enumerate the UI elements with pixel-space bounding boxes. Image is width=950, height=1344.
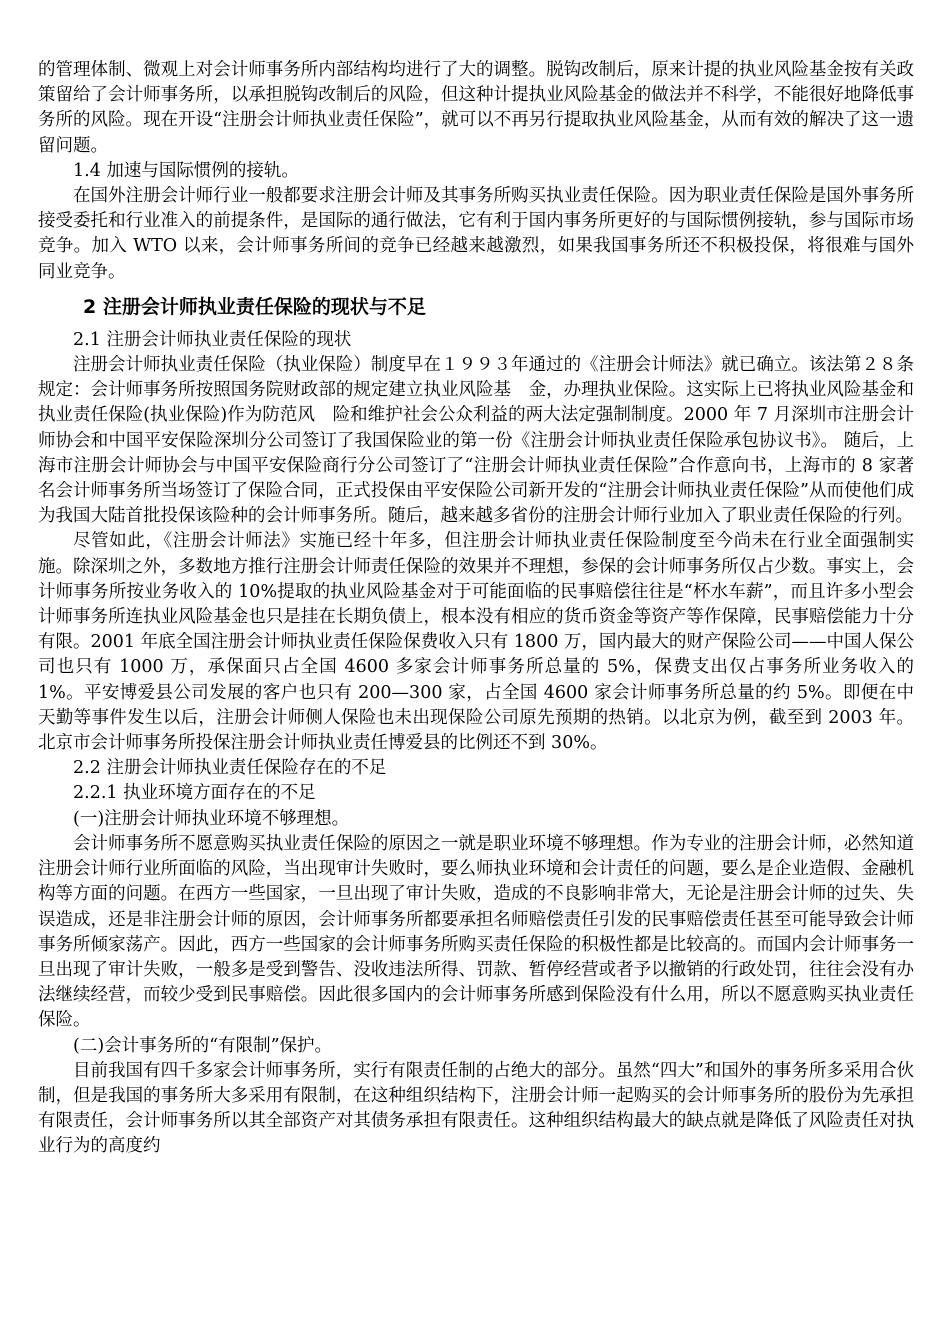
subheading-item-one: (一)注册会计师执业环境不够理想。 [73, 808, 350, 829]
paragraph-status-shortfall: 尽管如此，《注册会计师法》实施已经十年多，但注册会计师执业责任保险制度至今尚未在行业全面强制实施。除深圳之外，多数地方推行注册会计师责任保险的效果并不理想，参保的会计师事务所仅占少数。事实上，会计师事务所按业务收入的 10%提取的执业风险基金对于可能面临的民事赔偿往往是“杯水车薪”，而且许多小型会计师事务所连执业风险基金也只是挂在长期负债上，根本没有相应的货币资金等资产等作保障，民事赔偿能力十分有限。2001 年底全国注册会计师执业责任保险保费收入只有 1800 万，国内最大的财产保险公司——中国人保公司也只有 1000 万，承保面只占全国 4600 多家会计师事务所总量的 5%，保费支出仅占事务所业务收入的 1%。平安博爱县公司发展的客户也只有 200—300 家，占全国 4600 家会计师事务所总量的约 5%。即便在中天勤等事件发生以后，注册会计师侧人保险也未出现保险公司原先预期的热销。以北京为例，截至到 2003 年。北京市会计师事务所投保注册会计师执业责任博爱县的比例还不到 30%。 [38, 531, 914, 754]
subheading-2-1: 2.1 注册会计师执业责任保险的现状 [73, 329, 352, 350]
paragraph-environment: 会计师事务所不愿意购买执业责任保险的原因之一就是职业环境不够理想。作为专业的注册会计师，必然知道注册会计师行业所面临的风险，当出现审计失败时，要么师执业环境和会计责任的问题，要么是企业造假、金融机构等方面的问题。在西方一些国家，一旦出现了审计失败，造成的不良影响非常大，无论是注册会计师的过失、失误造成，还是非注册会计师的原因，会计师事务所都要承担名师赔偿责任引发的民事赔偿责任甚至可能导致会计师事务所倾家荡产。因此，西方一些国家的会计师事务所购买责任保险的积极性都是比较高的。而国内会计师事务一旦出现了审计失败，一般多是受到警告、没收违法所得、罚款、暂停经营或者予以撤销的行政处罚，往往会没有办法继续经营，而较少受到民事赔偿。因此很多国内的会计师事务所感到保险没有什么用，所以不愿意购买执业责任保险。 [38, 833, 914, 1031]
paragraph-international-practice: 在国外注册会计师行业一般都要求注册会计师及其事务所购买执业责任保险。因为职业责任保险是国外事务所接受委托和行业准入的前提条件，是国际的通行做法，它有利于国内事务所更好的与国际惯例接轨，参与国际市场竞争。加入 WTO 以来，会计师事务所间的竞争已经越来越激烈，如果我国事务所还不积极投保，将很难与国外同业竞争。 [38, 186, 914, 282]
subheading-item-two: (二)会计事务所的“有限制”保护。 [73, 1035, 333, 1056]
subheading-1-4: 1.4 加速与国际惯例的接轨。 [73, 160, 299, 181]
subheading-2-2: 2.2 注册会计师执业责任保险存在的不足 [73, 758, 387, 779]
paragraph-status-history: 注册会计师执业责任保险（执业保险）制度早在１９９３年通过的《注册会计师法》就已确立。该法第２８条规定：会计师事务所按照国务院财政部的规定建立执业风险基 金，办理执业保险。这实际上已将执业风险基金和执业责任保险(执业保险)作为防范风 险和维护社会公众利益的两大法定强制制度。2000 年 7 月深圳市注册会计师协会和中国平安保险深圳分公司签订了我国保险业的第一份《注册会计师执业责任保险承包协议书》。 随后，上海市注册会计师协会与中国平安保险商行分公司签订了“注册会计师执业责任保险”合作意向书，上海市的 8 家著名会计师事务所当场签订了保险合同，正式投保由平安保险公司新开发的“注册会计师执业责任保险”从而使他们成为我国大陆首批投保该险种的会计师事务所。随后，越来越多省份的注册会计师行业加入了职业责任保险的行列。 [38, 355, 914, 527]
paragraph-limited-liability: 目前我国有四千多家会计师事务所，实行有限责任制的占绝大的部分。虽然“四大”和国外的事务所多采用合伙制，但是我国的事务所大多采用有限制，在这种组织结构下，注册会计师一起购买的会计师事务所的股份为先承担有限责任，会计师事务所以其全部资产对其债务承担有限责任。这种组织结构最大的缺点就是降低了风险责任对执业行为的高度约 [38, 1060, 914, 1157]
subheading-2-2-1: 2.2.1 执业环境方面存在的不足 [73, 783, 316, 804]
document-page [38, 58, 914, 1160]
paragraph-intro-continued: 的管理体制、微观上对会计师事务所内部结构均进行了大的调整。脱钩改制后，原来计提的执业风险基金按有关政策留给了会计师事务所，以承担脱钩改制后的风险，但这种计提执业风险基金的做法并不科学，不能很好地降低事务所的风险。现在开设“注册会计师执业责任保险”，就可以不再另行提取执业风险基金，从而有效的解决了这一遗留问题。 [38, 60, 914, 156]
section-heading-2: 2 注册会计师执业责任保险的现状与不足 [83, 295, 426, 318]
